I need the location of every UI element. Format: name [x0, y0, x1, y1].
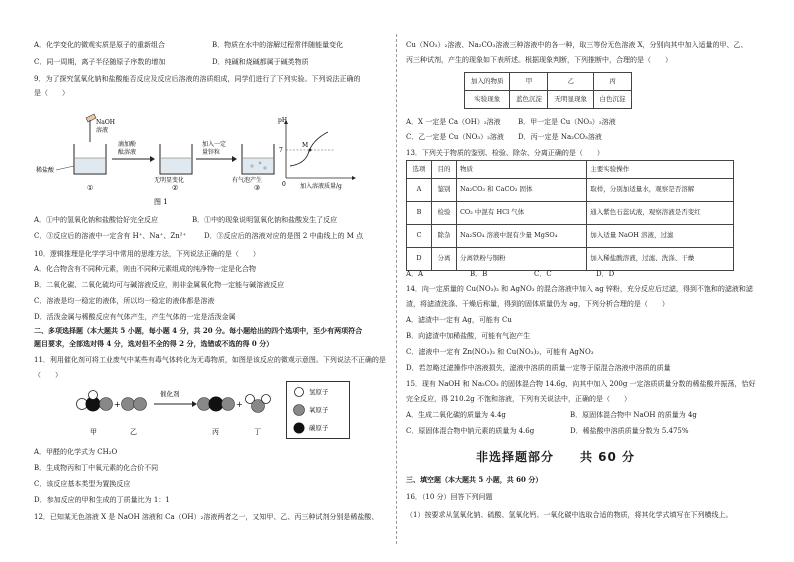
q9-stem-line1: 9．为了探究氢氧化钠和盐酸能否反应及反应后溶液的溶质组成，同学们进行了下列实验。下列说法正确的 [34, 75, 361, 83]
naoh-solution-label: 溶液 [96, 127, 109, 134]
q10-option-a: A．化合物含有不同种元素，则由不同种元素组成的纯净物一定是化合物 [34, 265, 257, 273]
q10-option-b: B．二氧化碳、二氧化硫均可与碱溶液反应，则非金属氧化物一定能与碱溶液反应 [34, 281, 285, 289]
q13-option-d: D．D [596, 270, 615, 278]
step-1-label: ① [87, 184, 94, 192]
ph-axis-label: pH [278, 117, 288, 124]
q8-option-a: A．化学变化的微观实质是原子的重新组合 [34, 41, 166, 49]
q12-option-b: B．甲一定是 Cu（NO₃）₂溶液 [518, 118, 616, 126]
table-cell: 通入紫色石蕊试液，观察溶液是否变红 [587, 202, 734, 225]
oxygen-atom-icon [222, 398, 235, 411]
table-cell: 除杂 [431, 225, 456, 248]
legend-carbon-label: 碳原子 [309, 424, 329, 432]
add-phenolphthalein-label: 滴加酚 [118, 141, 137, 148]
label-jia: 甲 [90, 428, 97, 436]
table-row [407, 161, 734, 179]
add-zinc-label-1: 加入一定 [202, 141, 227, 148]
table-cell: CO₂ 中混有 HCl 气体 [456, 202, 586, 225]
q12-stem: 12．已知某无色溶液 X 是 NaOH 溶液和 Ca（OH）₂溶液两者之一，又知甲、乙、丙三种试剂分别是稀盐酸、 [34, 513, 379, 521]
table-cell: 取样，分别加适量水，观察是否溶解 [587, 179, 734, 202]
table-cell: 加入的物质 [465, 73, 510, 91]
atom-legend [286, 381, 350, 439]
table-cell: 选项 [407, 161, 432, 179]
q8-option-b: B．物质在水中的溶解过程常伴随能量变化 [212, 41, 344, 49]
table-cell: 丙 [593, 73, 631, 91]
q15-stem-line1: 15．现有 NaOH 和 Na₂CO₃ 的固体混合物 14.6g，向其中加入 200g 一定溶质质量分数的稀盐酸并振荡，恰好 [406, 380, 756, 388]
table-row [465, 91, 632, 109]
legend-oxygen-icon [294, 405, 305, 416]
figure-caption: 图 1 [154, 198, 168, 206]
table-cell: C [407, 225, 432, 248]
hand-icon [86, 114, 96, 122]
plus-sign: + [236, 400, 243, 409]
legend-hydrogen-label: 氢原子 [309, 388, 329, 396]
hydrochloric-acid-label: 稀盐酸 [36, 167, 55, 174]
table-cell: 甲 [510, 73, 548, 91]
point-m-label: M [302, 142, 309, 149]
beaker-2-liquid [161, 158, 191, 173]
q14-stem-line2: 渣，将滤渣洗涤、干燥后称量，得到的固体质量仍为 ag，下列分析合理的是（ ） [406, 300, 669, 308]
q15-option-c: C．原固体混合物中钠元素的质量为 4.6g [406, 427, 535, 435]
q13-option-b: B．B [470, 270, 488, 278]
q12-option-c: C．乙一定是 Cu（NO₃）₂溶液 [406, 133, 504, 141]
table-row [407, 225, 734, 248]
step-2-label: ② [172, 184, 179, 192]
naoh-label: NaOH [96, 119, 115, 126]
q15-stem-line2: 完全反应，得 210.2g 不饱和溶液，下列有关说法中，正确的是（ ） [406, 395, 631, 403]
plus-sign: + [114, 400, 121, 409]
q16-part1: （1）按要求从氢氧化钠、硫酸、氢氧化钙、一氧化碳中选取合适的物质，将其化学式填写在下列横线上。 [406, 511, 733, 519]
add-zinc-label-2: 量锌粒 [202, 149, 221, 156]
q9-experiment-figure [34, 100, 364, 212]
phenolphthalein-solution-label: 酞溶液 [118, 149, 137, 156]
q9-option-c: C．③反应后的溶液中一定含有 H⁺、Na⁺、Zn²⁺ [34, 232, 187, 240]
ph-x-axis-label: 加入溶液质量/g [300, 183, 342, 190]
section-2-title-line2: 题目要求，全部选对得 4 分，选对但不全的得 2 分，选错或不选的得 0 分） [34, 339, 274, 348]
non-choice-section-title: 非选择题部分 共 60 分 [476, 450, 636, 464]
table-cell: 加入稀盐酸溶液，过滤、洗涤、干燥 [587, 248, 734, 271]
table-cell: 分离 [431, 248, 456, 271]
legend-oxygen-label: 氧原子 [309, 406, 329, 414]
oxygen-atom-icon [134, 398, 147, 411]
bubbles-label: 有气泡产生 [232, 177, 263, 184]
q13-option-a: A．A [406, 270, 424, 278]
section-2-title-line1: 二、多项选择题（本大题共 5 小题，每小题 4 分，共 20 分。每小题给出的四个选项中，至少有两项符合 [34, 326, 363, 335]
q10-option-d: D．活泼金属与稀酸反应有气体产生，产生气体的一定是活泼金属 [34, 313, 236, 321]
q15-option-d: D．稀盐酸中溶质质量分数为 5.475% [570, 427, 689, 435]
q12-option-a: A．X 一定是 Ca（OH）₂溶液 [406, 118, 501, 126]
table-cell: 白色沉淀 [593, 91, 631, 109]
legend-hydrogen-icon [295, 388, 304, 397]
table-row [407, 202, 734, 225]
beaker-3-liquid [243, 158, 273, 173]
table-cell: 加入适量 NaOH 溶液，过滤 [587, 225, 734, 248]
label-ding: 丁 [254, 428, 261, 436]
table-cell: 乙 [548, 73, 593, 91]
q14-option-c: C．滤液中一定有 Zn(NO₃)₂ 和 Cu(NO₃)₂，可能有 AgNO₃ [406, 348, 594, 356]
table-cell: 物质 [456, 161, 586, 179]
oxygen-atom-icon [100, 398, 113, 411]
table-cell: 主要实验操作 [587, 161, 734, 179]
table-cell: Na₂CO₃ 和 CaCO₃ 固体 [456, 179, 586, 202]
table-cell: 目的 [431, 161, 456, 179]
q15-option-b: B．原固体混合物中 NaOH 的质量为 4g [570, 411, 697, 419]
ph-curve [290, 132, 328, 166]
point-m-marker [309, 149, 312, 152]
q12-continued-line2: 丙三种试剂，产生的现象如下表所述。根据现象判断，下列推断中，合理的是（ ） [406, 56, 672, 64]
q14-option-d: D．若忽略过滤操作中溶液损失，滤液中溶质的质量一定等于原混合溶液中溶质的质量 [406, 364, 671, 372]
q12-table [464, 72, 632, 109]
section-3-title: 三、填空题（本大题共 5 小题，共 60 分） [406, 475, 543, 484]
q16-stem: 16．（10 分）回答下列问题 [406, 493, 493, 501]
table-row [465, 73, 632, 91]
q14-stem-line1: 14．向一定质量的 Cu(NO₃)₂ 和 AgNO₃ 的混合溶液中加入 ag 锌粉，充分反应后过滤，得到不饱和的滤液和滤 [406, 285, 753, 293]
q11-stem-line2: （ ） [34, 371, 62, 379]
q13-option-c: C．C [534, 270, 552, 278]
table-cell: 无明显现象 [548, 91, 593, 109]
q11-stem-line1: 11．利用催化剂可将工业废气中某些有毒气体转化为无毒物质，如图是该反应的微观示意图。下列说法不正确的是 [34, 356, 386, 364]
table-row [407, 179, 734, 202]
hydrogen-atom-icon [262, 395, 271, 404]
q8-option-c: C．同一周期，离子半径随原子序数的增加 [34, 58, 166, 66]
ph-seven-label: 7 [279, 147, 283, 154]
hydrogen-atom-icon [89, 391, 98, 400]
oxygen-atom-icon [122, 398, 135, 411]
table-cell: 鉴别 [431, 179, 456, 202]
beaker-1-liquid [75, 158, 105, 173]
q9-option-a: A．①中的氢氧化钠和盐酸恰好完全反应 [34, 216, 159, 224]
legend-carbon-icon [294, 423, 305, 434]
table-cell: 实验现象 [465, 91, 510, 109]
label-yi: 乙 [130, 428, 137, 436]
q10-option-c: C．溶液是均一稳定的液体，所以均一稳定的液体都是溶液 [34, 297, 215, 305]
table-cell: 蓝色沉淀 [510, 91, 548, 109]
q14-option-a: A．滤渣中一定有 Ag，可能有 Cu [406, 316, 512, 324]
table-cell: D [407, 248, 432, 271]
q11-option-d: D．参加反应的甲和生成的丁质量比为 1：1 [34, 496, 170, 504]
ph-origin-label: 0 [282, 181, 286, 188]
table-cell: B [407, 202, 432, 225]
q10-stem: 10．逻辑推理是化学学习中常用的思维方法，下列说法正确的是（ ） [34, 250, 260, 258]
table-row [407, 248, 734, 271]
column-divider [396, 34, 397, 544]
q9-stem-line2: 是（ ） [34, 89, 69, 97]
q8-option-d: D．纯碱和烧碱都属于碱类物质 [212, 58, 309, 66]
q11-option-b: B．生成物丙和丁中氧元素的化合价不同 [34, 464, 159, 472]
no-change-label: 无明显变化 [154, 177, 185, 184]
q13-table [406, 160, 734, 271]
left-column [12, 0, 388, 562]
table-cell: A [407, 179, 432, 202]
q12-continued-line1: Cu（NO₃）₂溶液、Na₂CO₃溶液三种溶液中的各一种，取三等份无色溶液 X，分别向其中加入适量的甲、乙、 [406, 41, 748, 49]
table-cell: Na₂SO₄ 溶液中混有少量 MgSO₄ [456, 225, 586, 248]
q15-option-a: A．生成二氧化碳的质量为 4.4g [406, 411, 506, 419]
q12-option-d: D．丙一定是 Na₂CO₃溶液 [518, 133, 602, 141]
atom-legend-graphic [287, 382, 349, 438]
right-column [406, 0, 782, 562]
q13-stem: 13．下列关于物质的鉴别、检验、除杂、分离正确的是（ ） [406, 149, 604, 157]
table-cell: 分离铁粉与铜粉 [456, 248, 586, 271]
table-cell: 检验 [431, 202, 456, 225]
label-bing: 丙 [212, 428, 219, 436]
catalyst-label: 催化剂 [160, 390, 180, 398]
q11-option-a: A．甲醛的化学式为 CH₂O [34, 448, 118, 456]
q14-option-b: B．向滤渣中加稀盐酸，可能有气泡产生 [406, 332, 531, 340]
q9-option-d: D．③反应后的溶液对应的是图 2 中曲线上的 M 点 [204, 232, 364, 240]
q9-option-b: B．①中的现象说明氢氧化钠和盐酸发生了反应 [192, 216, 338, 224]
step-3-label: ③ [254, 184, 261, 192]
q11-option-c: C．该反应基本类型为置换反应 [34, 480, 131, 488]
